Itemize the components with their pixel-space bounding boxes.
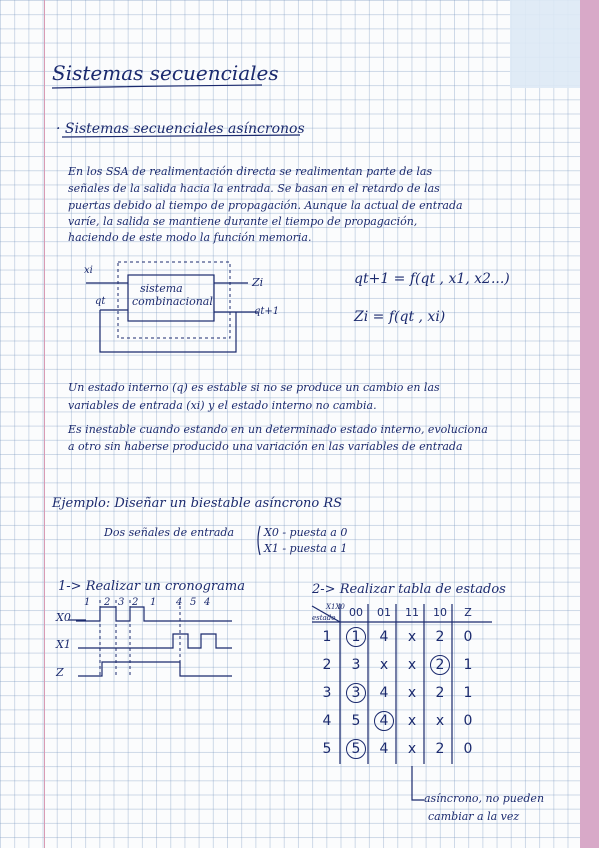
para1-line: haciendo de este modo la función memoria. bbox=[68, 231, 312, 244]
stable-state-circle: 3 bbox=[346, 683, 366, 703]
state-label: qt bbox=[95, 296, 106, 307]
next-state-label: qt+1 bbox=[254, 306, 280, 317]
table-cell: 1 bbox=[463, 685, 473, 701]
table-corner-top: X1X0 bbox=[326, 603, 345, 611]
signal-reset: X0 - puesta a 0 bbox=[264, 526, 348, 539]
para2-line: variables de entrada (xi) y el estado interno no cambia. bbox=[68, 399, 377, 412]
table-cell: 0 bbox=[463, 741, 473, 757]
table-cell: 3 bbox=[351, 657, 361, 673]
equation-output: Zi = f(qt , xi) bbox=[354, 309, 446, 325]
para1-line: puertas debido al tiempo de propagación. Aunque la actual de entrada bbox=[68, 199, 463, 212]
block-label: combinacional bbox=[132, 295, 213, 308]
table-cell: 4 bbox=[379, 685, 389, 701]
table-header: 01 bbox=[377, 606, 391, 619]
table-corner-bottom: estado bbox=[312, 614, 336, 622]
table-cell: 0 bbox=[463, 713, 473, 729]
chrono-mark: 4 bbox=[204, 597, 211, 608]
table-cell: x bbox=[407, 713, 417, 729]
chrono-mark: 2 bbox=[132, 597, 139, 608]
stable-state-circle: 4 bbox=[374, 711, 394, 731]
example-heading: Ejemplo: Diseñar un biestable asíncrono RS bbox=[52, 496, 343, 511]
section-heading: · Sistemas secuenciales asíncronos bbox=[56, 121, 305, 137]
state-label: 2 bbox=[322, 657, 332, 673]
table-cell: 2 bbox=[435, 685, 445, 701]
step2-heading: 2-> Realizar tabla de estados bbox=[312, 582, 506, 597]
note-line: asíncrono, no pueden bbox=[424, 792, 545, 805]
signal-x0-label: X0 bbox=[56, 611, 71, 624]
table-cell: x bbox=[407, 657, 417, 673]
table-cell: 2 bbox=[435, 629, 445, 645]
output-label: Zi bbox=[252, 276, 264, 289]
para1-line: señales de la salida hacia la entrada. Se basan en el retardo de las bbox=[68, 182, 440, 195]
state-label: 4 bbox=[322, 713, 332, 729]
table-header: 10 bbox=[433, 606, 447, 619]
table-cell: 4 bbox=[379, 629, 389, 645]
step1-heading: 1-> Realizar un cronograma bbox=[58, 579, 245, 594]
table-cell: x bbox=[407, 741, 417, 757]
table-cell: x bbox=[435, 713, 445, 729]
note-line: cambiar a la vez bbox=[428, 810, 520, 823]
table-header: Z bbox=[464, 606, 472, 619]
para1-line: varíe, la salida se mantiene durante el tiempo de propagación, bbox=[68, 215, 418, 228]
para2-line: Un estado interno (q) es estable si no se produce un cambio en las bbox=[68, 381, 440, 394]
chrono-mark: 5 bbox=[190, 597, 197, 608]
para3-line: a otro sin haberse producido una variación en las variables de entrada bbox=[68, 440, 463, 453]
table-cell: 4 bbox=[379, 741, 389, 757]
table-cell: x bbox=[407, 685, 417, 701]
signals-intro: Dos señales de entrada bbox=[104, 526, 235, 539]
table-cell: x bbox=[379, 657, 389, 673]
stable-state-circle: 5 bbox=[346, 739, 366, 759]
table-cell: 5 bbox=[351, 713, 361, 729]
state-label: 1 bbox=[322, 629, 332, 645]
input-label: xi bbox=[84, 265, 93, 276]
page-title: Sistemas secuenciales bbox=[52, 61, 279, 85]
chrono-mark: 1 bbox=[84, 597, 91, 608]
para1-line: En los SSA de realimentación directa se realimentan parte de las bbox=[68, 165, 433, 178]
chrono-mark: 2 bbox=[104, 597, 111, 608]
table-cell: 1 bbox=[463, 657, 473, 673]
table-cell: 0 bbox=[463, 629, 473, 645]
equation-next-state: qt+1 = f(qt , x1, x2...) bbox=[354, 271, 510, 287]
table-cell: x bbox=[407, 629, 417, 645]
state-label: 5 bbox=[322, 741, 332, 757]
table-header: 00 bbox=[349, 606, 363, 619]
signal-set: X1 - puesta a 1 bbox=[264, 542, 348, 555]
chrono-mark: 1 bbox=[150, 597, 157, 608]
chrono-mark: 3 bbox=[118, 597, 125, 608]
para3-line: Es inestable cuando estando en un determinado estado interno, evoluciona bbox=[68, 423, 488, 436]
stable-state-circle: 2 bbox=[430, 655, 450, 675]
chrono-mark: 4 bbox=[176, 597, 183, 608]
signal-z-label: Z bbox=[56, 666, 64, 679]
signal-x1-label: X1 bbox=[56, 638, 71, 651]
table-header: 11 bbox=[405, 606, 419, 619]
state-label: 3 bbox=[322, 685, 332, 701]
table-cell: 2 bbox=[435, 741, 445, 757]
block-label: sistema bbox=[140, 282, 183, 295]
stable-state-circle: 1 bbox=[346, 627, 366, 647]
